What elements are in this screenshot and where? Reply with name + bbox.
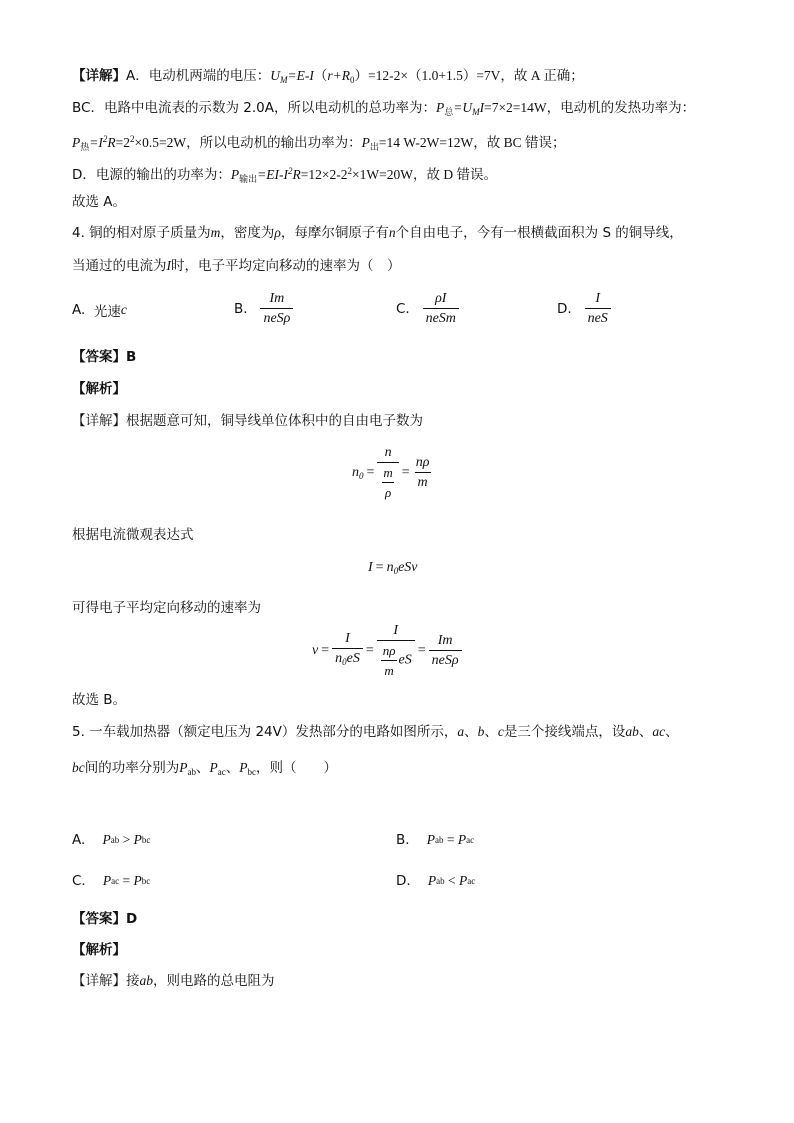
q4-option-a[interactable]: A. 光速 c [72,302,127,320]
q5-option-c[interactable]: C. P ac = P bc [72,873,151,889]
equation-current: I = $n_0eSv$ [368,560,418,576]
q5-analysis-tag: 【解析】 [72,942,126,958]
equation-n0: $n_0$ = $\frac{n}{\frac{m}{\rho}}$ = $\frac{n\rho}{m}$ [352,445,430,500]
q4-detail: 【详解】根据题意可知，铜导线单位体积中的自由电子数为 [72,413,423,429]
q4-answer: 【答案】B [72,349,137,365]
q4-text-3: 可得电子平均定向移动的速率为 [72,600,261,616]
q4-stem-line-1: 4. 铜的相对原子质量为m，密度为ρ，每摩尔铜原子有n个自由电子，今有一根横截面积为 S 的铜导线， [72,225,683,241]
q4-stem-line-2: 当通过的电流为I时，电子平均定向移动的速率为（ ） [72,258,401,274]
q4-text-2: 根据电流微观表达式 [72,527,194,543]
q4-option-b[interactable]: B. $\frac{Im}{\text{neSρ}}$ [234,290,293,327]
q4-choose: 故选 B。 [72,692,127,708]
detail-line-4: D．电源的输出的功率为：$P_{输出}=EI-I^2R=12\times 2-2^2\times 1W=20W$，故 D 错误。 [72,166,497,185]
detail-line-2: BC．电路中电流表的示数为 2.0A，所以电动机的总功率为：$P_总=U_MI=7\times 2=14W$，电动机的发热功率为： [72,100,696,118]
q5-option-b[interactable]: B. P ab = P ac [396,832,475,848]
equation-velocity: v = $\frac{I}{n_0eS}$ = I $\frac{n\rho}{m}$ eS = $\frac{Im}{\text{neSρ}}$ [312,622,462,679]
q5-detail: 【详解】接ab，则电路的总电阻为 [72,973,275,989]
detail-tag: 【详解】 [72,68,126,84]
q5-option-a[interactable]: A. P ab > P bc [72,832,151,848]
q4-analysis-tag: 【解析】 [72,381,126,397]
detail-line-1: 【详解】A．电动机两端的电压：$U_M=E-I(r+R_0)=12-2\times(1.0+1.5)=7V$，故 A 正确； [72,68,584,85]
q5-stem-line-2: bc间的功率分别为$P_{ab}$、$P_{ac}$、$P_{bc}$，则（ ） [72,760,337,777]
q4-option-d[interactable]: D. $\frac{I}{\text{neS}}$ [557,290,611,327]
choose-a: 故选 A。 [72,194,127,210]
detail-line-3: $P_热=I^2R=2^2\times 0.5=2W$，所以电动机的输出功率为：$P_出=14$ W-2W=12W，故 BC 错误； [72,134,566,153]
q5-answer: 【答案】D [72,911,138,927]
q5-stem-line-1: 5. 一车载加热器（额定电压为 24V）发热部分的电路如图所示，a、b、c是三个接线端点，设ab、ac、 [72,724,679,740]
q4-option-c[interactable]: C. $\frac{\rho I}{\text{neSm}}$ [396,290,459,327]
q5-option-d[interactable]: D. P ab < P ac [396,873,476,889]
